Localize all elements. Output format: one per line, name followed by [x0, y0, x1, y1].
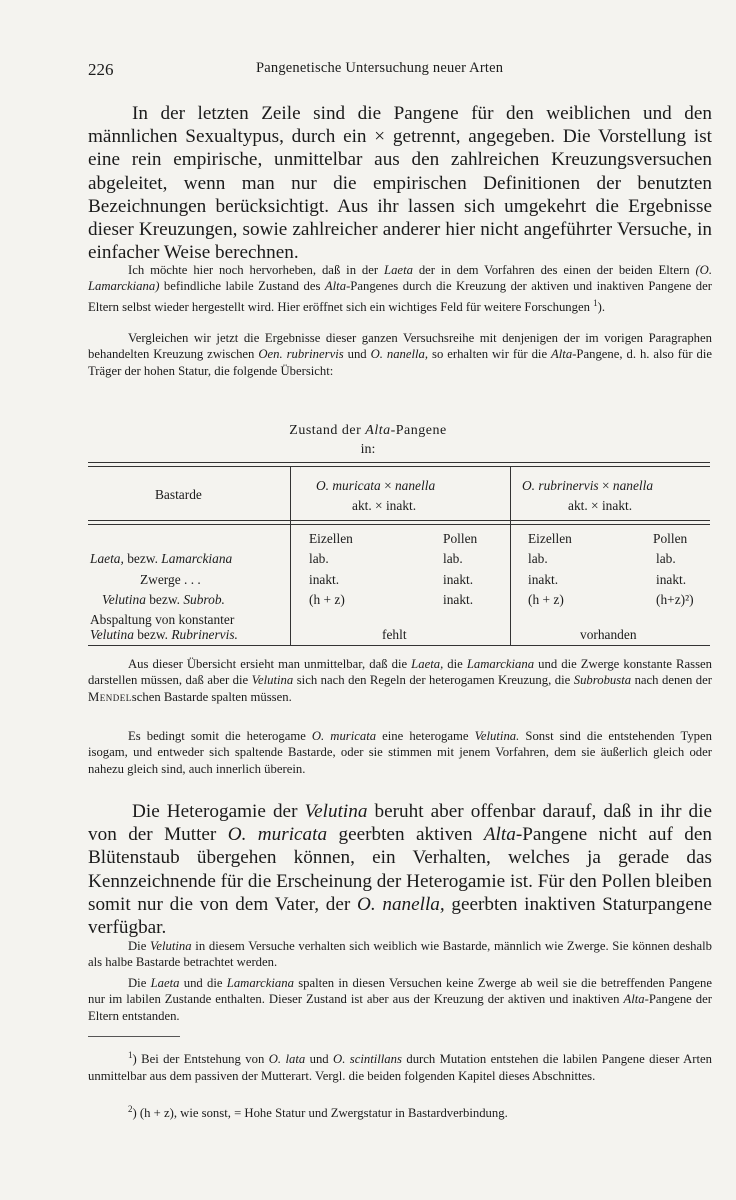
table-cell-vorhanden: vorhanden: [580, 627, 637, 642]
table-row-label: Laeta, bezw. Lamarckiana: [90, 551, 233, 566]
table-cell-fehlt: fehlt: [382, 627, 407, 642]
table-col-divider-2: [510, 466, 511, 646]
table-row-header: Bastarde: [155, 487, 202, 502]
footnote-ref-1: 1: [593, 297, 598, 308]
table-top-rule: [88, 462, 710, 463]
table-cell: lab.: [309, 551, 329, 566]
table-cell: (h + z): [309, 592, 345, 607]
paragraph-5: Es bedingt somit die heterogame O. muricata eine heterogame Velutina. Sonst sind die entstehenden Typen isogam, und entweder sich spaltende Bastarde, oder sie stimmen mit jenem Vorfahren, dem sie äußerlich gleich oder nahezu gleich sind, auch innerlich überein.: [88, 729, 712, 776]
table-subhead-eizellen-1: Eizellen: [309, 531, 353, 546]
table-col1-sub: akt. × inakt.: [352, 498, 417, 513]
table-row-label: Zwerge . . .: [140, 572, 201, 587]
table-split-label-1: Abspaltung von konstanter: [90, 612, 235, 627]
table-cell: lab.: [528, 551, 548, 566]
table-caption-sub: in:: [360, 442, 376, 457]
paragraph-2: Ich möchte hier noch hervorheben, daß in der Laeta der in dem Vorfahren des einen der beiden Eltern (O. Lamarckiana) befindliche labile Zustand des Alta-Pangenes durch die Kreuzung der aktiven und inaktiven Pangene der Eltern selbst wieder hergestellt wird. Hier eröffnet sich ein wichtiges Feld für weitere Forschungen $^1$).: [88, 263, 712, 315]
table-header-rule-2: [88, 524, 710, 525]
table-row-label: Velutina bezw. Subrob.: [102, 592, 225, 607]
page-number: 226: [88, 60, 114, 79]
table-cell: inakt.: [443, 572, 474, 587]
table-subhead-pollen-1: Pollen: [443, 531, 478, 546]
table-subhead-pollen-2: Pollen: [653, 531, 688, 546]
table-subhead-eizellen-2: Eizellen: [528, 531, 572, 546]
paragraph-7: Die Velutina in diesem Versuche verhalten sich weiblich wie Bastarde, männlich wie Zwerge. Sie können deshalb als halbe Bastarde betrachtet werden.: [88, 939, 712, 970]
footnote-rule: [88, 1036, 180, 1037]
table-col2-sub: akt. × inakt.: [568, 498, 633, 513]
table-header-rule: [88, 520, 710, 521]
table-cell: (h+z)²): [656, 592, 694, 607]
table-cell: lab.: [656, 551, 676, 566]
table-cell: lab.: [443, 551, 463, 566]
table-cell: inakt.: [528, 572, 559, 587]
table-cell: inakt.: [656, 572, 687, 587]
paragraph-4: Aus dieser Übersicht ersieht man unmittelbar, daß die Laeta, die Lamarckiana und die Zwerge konstante Rassen darstellen müssen, daß aber die Velutina sich nach den Regeln der heterogamen Kreuzung, die Subrobusta nach denen der Mendelschen Bastarde spalten müssen.: [88, 657, 712, 704]
paragraph-1: In der letzten Zeile sind die Pangene für den weiblichen und den männlichen Sexualtypus, durch ein × getrennt, angegeben. Die Vorstellung ist eine rein empirische, unmittelbar aus den zahlreichen Kreuzungsversuchen abgeleitet, wenn man nur die empirischen Definitionen der benutzten Bezeichnungen berücksichtigt. Aus ihr lassen sich umgekehrt die Ergebnisse dieser Kreuzungen, sowie zahlreicher anderer hier nicht angeführter Versuche, in einfacher Weise berechnen.: [88, 103, 712, 264]
paragraph-3: Vergleichen wir jetzt die Ergebnisse dieser ganzen Versuchsreihe mit denjenigen der im vorigen Paragraphen behandelten Kreuzung zwischen Oen. rubrinervis und O. nanella, so erhalten wir für die Alta-Pangene, d. h. also für die Träger der hohen Statur, die folgende Übersicht:: [88, 331, 712, 378]
table-caption: Zustand der Alta-Pangene: [289, 423, 447, 438]
table-cell: inakt.: [309, 572, 340, 587]
table-col2-title: O. rubrinervis × nanella: [522, 478, 654, 493]
table-split-label-2: Velutina bezw. Rubrinervis.: [90, 627, 238, 642]
table-col-divider-1: [290, 466, 291, 646]
table-cell: (h + z): [528, 592, 564, 607]
table-top-rule-2: [88, 466, 710, 467]
table-col1-title: O. muricata × nanella: [316, 478, 436, 493]
footnote-1: $^1$) Bei der Entstehung von O. lata und O. scintillans durch Mutation entstehen die labilen Pangene dieser Arten unmittelbar aus dem passiven der Mutterart. Vergl. die beiden folgenden Kapitel dieses Abschnittes.: [88, 1050, 712, 1083]
page-header: [88, 60, 550, 84]
table-cell: inakt.: [443, 592, 474, 607]
paragraph-6: Die Heterogamie der Velutina beruht aber offenbar darauf, daß in ihr die von der Mutter O. muricata geerbten aktiven Alta-Pangene nicht auf den Blütenstaub übergehen können, ein Verhalten, welches ja gerade das Kennzeichnende für die Erscheinung der Heterogamie ist. Für den Pollen bleiben somit nur die von dem Vater, der O. nanella, geerbten inaktiven Staturpangene verfügbar.: [88, 801, 712, 939]
running-head: Pangenetische Untersuchung neuer Arten: [256, 60, 504, 76]
table-bottom-rule: [88, 645, 710, 646]
footnote-2: $^2$) (h + z), wie sonst, = Hohe Statur und Zwergstatur in Bastardverbindung.: [128, 1104, 508, 1121]
paragraph-8: Die Laeta und die Lamarckiana spalten in diesen Versuchen keine Zwerge ab weil sie die betreffenden Pangene nur im labilen Zustande enthalten. Dieser Zustand ist aber aus der Kreuzung der aktiven und inaktiven Alta-Pangene der Eltern entstanden.: [88, 976, 712, 1023]
